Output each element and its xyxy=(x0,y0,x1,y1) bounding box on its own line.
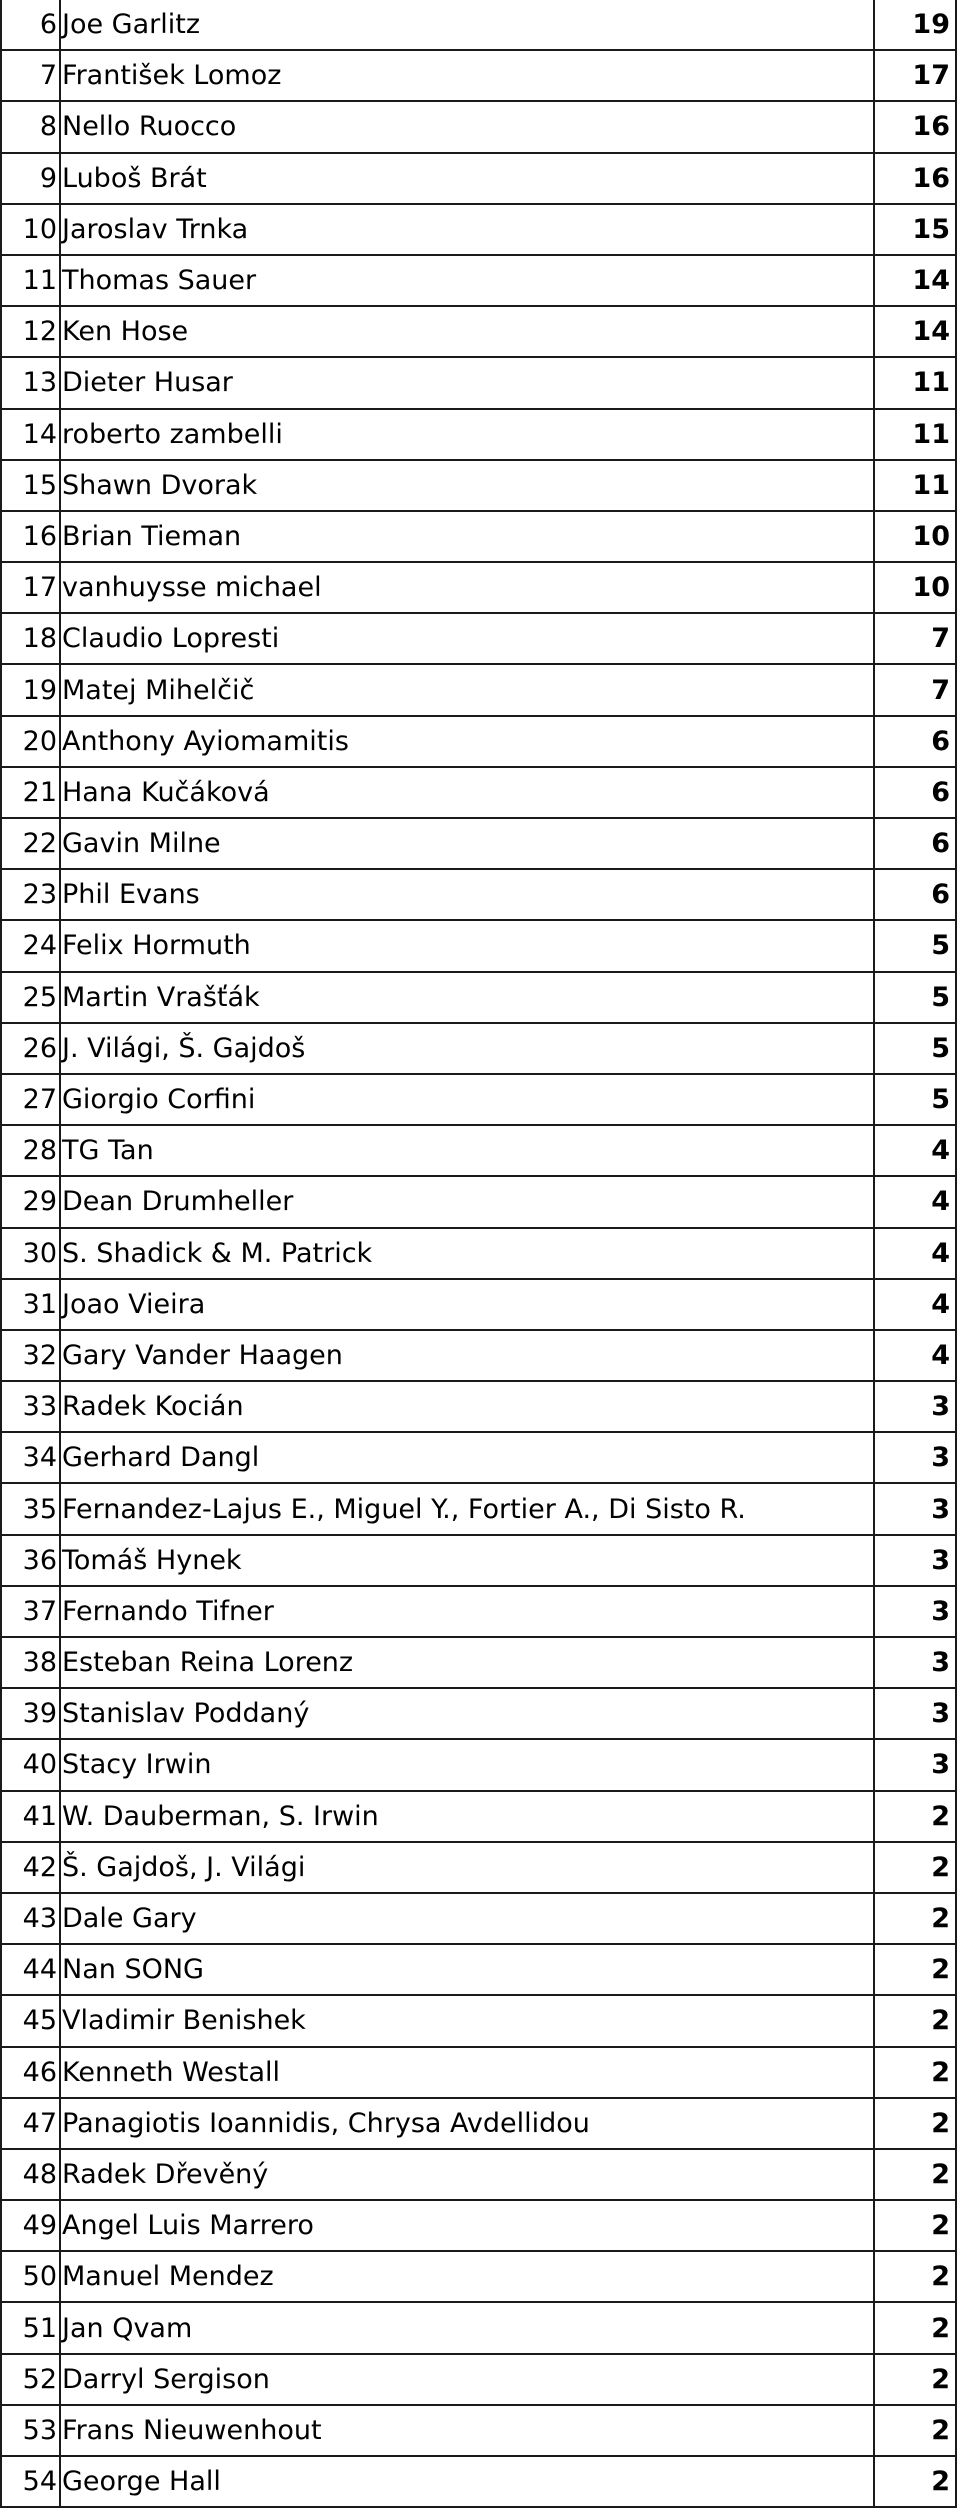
rank-cell: 16 xyxy=(1,511,60,562)
name-cell: Felix Hormuth xyxy=(62,930,251,962)
rank-cell: 25 xyxy=(1,972,60,1023)
name-cell: Nan SONG xyxy=(62,1954,204,1986)
score-cell: 19 xyxy=(874,0,956,50)
name-cell: Thomas Sauer xyxy=(62,265,257,297)
table-row xyxy=(1,1074,956,1125)
score-cell: 16 xyxy=(874,153,956,204)
name-cell: Jaroslav Trnka xyxy=(62,213,249,245)
score-cell: 2 xyxy=(874,2456,956,2507)
rank-cell: 28 xyxy=(1,1125,60,1176)
name-cell: Š. Gajdoš, J. Világi xyxy=(62,1851,306,1883)
rank-cell: 23 xyxy=(1,869,60,920)
table-row xyxy=(1,0,956,50)
rank-cell: 24 xyxy=(1,920,60,971)
rank-cell: 39 xyxy=(1,1688,60,1739)
rank-cell: 51 xyxy=(1,2302,60,2353)
score-cell: 2 xyxy=(874,1893,956,1944)
score-cell: 6 xyxy=(874,767,956,818)
score-cell: 6 xyxy=(874,818,956,869)
name-cell: Stacy Irwin xyxy=(62,1749,212,1781)
score-cell: 15 xyxy=(874,204,956,255)
table-row xyxy=(1,1330,956,1381)
name-cell: Esteban Reina Lorenz xyxy=(62,1647,354,1679)
rank-cell: 38 xyxy=(1,1637,60,1688)
name-cell: Matej Mihelčič xyxy=(62,674,255,706)
table-row xyxy=(1,2251,956,2302)
name-cell: Joao Vieira xyxy=(62,1288,206,1320)
rank-cell: 35 xyxy=(1,1483,60,1534)
table-row xyxy=(1,511,956,562)
table-row xyxy=(1,1279,956,1330)
score-cell: 5 xyxy=(874,1074,956,1125)
score-cell: 4 xyxy=(874,1330,956,1381)
score-cell: 3 xyxy=(874,1739,956,1790)
name-cell: Hana Kučáková xyxy=(62,776,270,808)
score-cell: 3 xyxy=(874,1688,956,1739)
score-cell: 14 xyxy=(874,255,956,306)
name-cell: Angel Luis Marrero xyxy=(62,2210,314,2242)
table-row xyxy=(1,50,956,101)
table-row xyxy=(1,1381,956,1432)
score-cell: 7 xyxy=(874,613,956,664)
rank-cell: 36 xyxy=(1,1535,60,1586)
name-cell: Manuel Mendez xyxy=(62,2261,274,2293)
rank-cell: 45 xyxy=(1,1995,60,2046)
score-cell: 2 xyxy=(874,2251,956,2302)
table-row xyxy=(1,1125,956,1176)
name-cell: Claudio Lopresti xyxy=(62,623,280,655)
rank-cell: 8 xyxy=(1,101,60,152)
table-row xyxy=(1,920,956,971)
score-cell: 4 xyxy=(874,1125,956,1176)
score-cell: 17 xyxy=(874,50,956,101)
table-row xyxy=(1,1995,956,2046)
rank-cell: 19 xyxy=(1,664,60,715)
score-cell: 4 xyxy=(874,1228,956,1279)
rank-cell: 32 xyxy=(1,1330,60,1381)
table-row xyxy=(1,1432,956,1483)
table-row xyxy=(1,2098,956,2149)
score-cell: 2 xyxy=(874,1995,956,2046)
name-cell: Stanislav Poddaný xyxy=(62,1698,310,1730)
table-row xyxy=(1,1944,956,1995)
table-row xyxy=(1,1535,956,1586)
score-cell: 3 xyxy=(874,1483,956,1534)
score-cell: 3 xyxy=(874,1432,956,1483)
rank-cell: 18 xyxy=(1,613,60,664)
table-row xyxy=(1,716,956,767)
rank-cell: 14 xyxy=(1,409,60,460)
rank-cell: 30 xyxy=(1,1228,60,1279)
name-cell: Radek Dřevěný xyxy=(62,2158,269,2190)
name-cell: Darryl Sergison xyxy=(62,2363,270,2395)
rank-cell: 7 xyxy=(1,50,60,101)
score-cell: 11 xyxy=(874,357,956,408)
rank-cell: 54 xyxy=(1,2456,60,2507)
table-row xyxy=(1,1586,956,1637)
table-row xyxy=(1,1176,956,1227)
score-cell: 2 xyxy=(874,1791,956,1842)
name-cell: Kenneth Westall xyxy=(62,2056,281,2088)
score-cell: 2 xyxy=(874,2098,956,2149)
score-cell: 6 xyxy=(874,716,956,767)
rank-cell: 31 xyxy=(1,1279,60,1330)
score-cell: 5 xyxy=(874,972,956,1023)
name-cell: J. Világi, Š. Gajdoš xyxy=(62,1032,306,1064)
table-row xyxy=(1,1637,956,1688)
score-cell: 2 xyxy=(874,1842,956,1893)
score-cell: 2 xyxy=(874,2047,956,2098)
name-cell: Vladimir Benishek xyxy=(62,2005,306,2037)
table-row xyxy=(1,255,956,306)
table-row xyxy=(1,972,956,1023)
name-cell: Dieter Husar xyxy=(62,367,233,399)
name-cell: Gavin Milne xyxy=(62,828,221,860)
rank-cell: 48 xyxy=(1,2149,60,2200)
table-row xyxy=(1,1688,956,1739)
rank-cell: 34 xyxy=(1,1432,60,1483)
rank-cell: 47 xyxy=(1,2098,60,2149)
table-row xyxy=(1,1791,956,1842)
table-row xyxy=(1,153,956,204)
rank-cell: 52 xyxy=(1,2354,60,2405)
rank-cell: 12 xyxy=(1,306,60,357)
rank-cell: 6 xyxy=(1,0,60,50)
score-cell: 2 xyxy=(874,2405,956,2456)
table-row xyxy=(1,2456,956,2507)
table-row xyxy=(1,1739,956,1790)
name-cell: Jan Qvam xyxy=(62,2312,193,2344)
table-row xyxy=(1,306,956,357)
name-cell: Giorgio Corfini xyxy=(62,1084,256,1116)
name-cell: W. Dauberman, S. Irwin xyxy=(62,1800,379,1832)
score-cell: 10 xyxy=(874,511,956,562)
score-cell: 2 xyxy=(874,1944,956,1995)
score-cell: 14 xyxy=(874,306,956,357)
table-row xyxy=(1,2302,956,2353)
table-row xyxy=(1,409,956,460)
rank-cell: 15 xyxy=(1,460,60,511)
score-cell: 11 xyxy=(874,460,956,511)
score-cell: 11 xyxy=(874,409,956,460)
name-cell: Dale Gary xyxy=(62,1903,197,1935)
name-cell: Fernandez-Lajus E., Miguel Y., Fortier A., Di Sisto R. xyxy=(62,1493,746,1525)
name-cell: Gary Vander Haagen xyxy=(62,1339,343,1371)
rank-cell: 37 xyxy=(1,1586,60,1637)
name-cell: TG Tan xyxy=(62,1135,154,1167)
score-cell: 16 xyxy=(874,101,956,152)
rank-cell: 40 xyxy=(1,1739,60,1790)
name-cell: František Lomoz xyxy=(62,60,282,92)
name-cell: Frans Nieuwenhout xyxy=(62,2414,322,2446)
table-row xyxy=(1,767,956,818)
name-cell: Martin Vrašťák xyxy=(62,981,260,1013)
table-row xyxy=(1,101,956,152)
score-cell: 2 xyxy=(874,2149,956,2200)
name-cell: Brian Tieman xyxy=(62,520,242,552)
table-row xyxy=(1,204,956,255)
table-row xyxy=(1,869,956,920)
table-row xyxy=(1,2405,956,2456)
score-cell: 3 xyxy=(874,1586,956,1637)
score-cell: 6 xyxy=(874,869,956,920)
name-cell: George Hall xyxy=(62,2466,221,2498)
table-row xyxy=(1,357,956,408)
table-row xyxy=(1,818,956,869)
name-cell: Ken Hose xyxy=(62,316,189,348)
table-row xyxy=(1,1842,956,1893)
score-cell: 2 xyxy=(874,2200,956,2251)
rank-cell: 42 xyxy=(1,1842,60,1893)
score-cell: 5 xyxy=(874,920,956,971)
name-cell: Luboš Brát xyxy=(62,162,207,194)
rank-cell: 17 xyxy=(1,562,60,613)
name-cell: Gerhard Dangl xyxy=(62,1442,260,1474)
table-row xyxy=(1,562,956,613)
rank-cell: 20 xyxy=(1,716,60,767)
rank-cell: 9 xyxy=(1,153,60,204)
name-cell: Fernando Tifner xyxy=(62,1595,274,1627)
name-cell: S. Shadick & M. Patrick xyxy=(62,1237,373,1269)
rank-cell: 49 xyxy=(1,2200,60,2251)
rank-cell: 43 xyxy=(1,1893,60,1944)
rank-cell: 53 xyxy=(1,2405,60,2456)
score-cell: 2 xyxy=(874,2302,956,2353)
name-cell: Shawn Dvorak xyxy=(62,469,258,501)
name-cell: Panagiotis Ioannidis, Chrysa Avdellidou xyxy=(62,2107,590,2139)
rank-cell: 11 xyxy=(1,255,60,306)
name-cell: Anthony Ayiomamitis xyxy=(62,725,349,757)
table-row xyxy=(1,2200,956,2251)
rank-cell: 29 xyxy=(1,1176,60,1227)
name-cell: Joe Garlitz xyxy=(62,9,201,41)
rank-cell: 33 xyxy=(1,1381,60,1432)
name-cell: roberto zambelli xyxy=(62,418,283,450)
rank-cell: 46 xyxy=(1,2047,60,2098)
score-cell: 4 xyxy=(874,1279,956,1330)
score-cell: 7 xyxy=(874,664,956,715)
rank-cell: 13 xyxy=(1,357,60,408)
score-cell: 4 xyxy=(874,1176,956,1227)
rank-cell: 41 xyxy=(1,1791,60,1842)
name-cell: Phil Evans xyxy=(62,879,200,911)
ranking-table-body xyxy=(1,0,956,2507)
rank-cell: 10 xyxy=(1,204,60,255)
table-row xyxy=(1,1483,956,1534)
table-row xyxy=(1,664,956,715)
score-cell: 5 xyxy=(874,1023,956,1074)
rank-cell: 44 xyxy=(1,1944,60,1995)
table-row xyxy=(1,613,956,664)
table-row xyxy=(1,2047,956,2098)
rank-cell: 21 xyxy=(1,767,60,818)
rank-cell: 26 xyxy=(1,1023,60,1074)
rank-cell: 22 xyxy=(1,818,60,869)
name-cell: Tomáš Hynek xyxy=(62,1544,242,1576)
name-cell: Dean Drumheller xyxy=(62,1186,294,1218)
score-cell: 2 xyxy=(874,2354,956,2405)
score-cell: 3 xyxy=(874,1535,956,1586)
score-cell: 3 xyxy=(874,1637,956,1688)
score-cell: 3 xyxy=(874,1381,956,1432)
table-row xyxy=(1,1228,956,1279)
name-cell: vanhuysse michael xyxy=(62,572,322,604)
name-cell: Nello Ruocco xyxy=(62,111,237,143)
table-row xyxy=(1,2354,956,2405)
score-cell: 10 xyxy=(874,562,956,613)
name-cell: Radek Kocián xyxy=(62,1391,244,1423)
table-row xyxy=(1,1023,956,1074)
table-row xyxy=(1,460,956,511)
table-row xyxy=(1,1893,956,1944)
table-row xyxy=(1,2149,956,2200)
rank-cell: 27 xyxy=(1,1074,60,1125)
rank-cell: 50 xyxy=(1,2251,60,2302)
